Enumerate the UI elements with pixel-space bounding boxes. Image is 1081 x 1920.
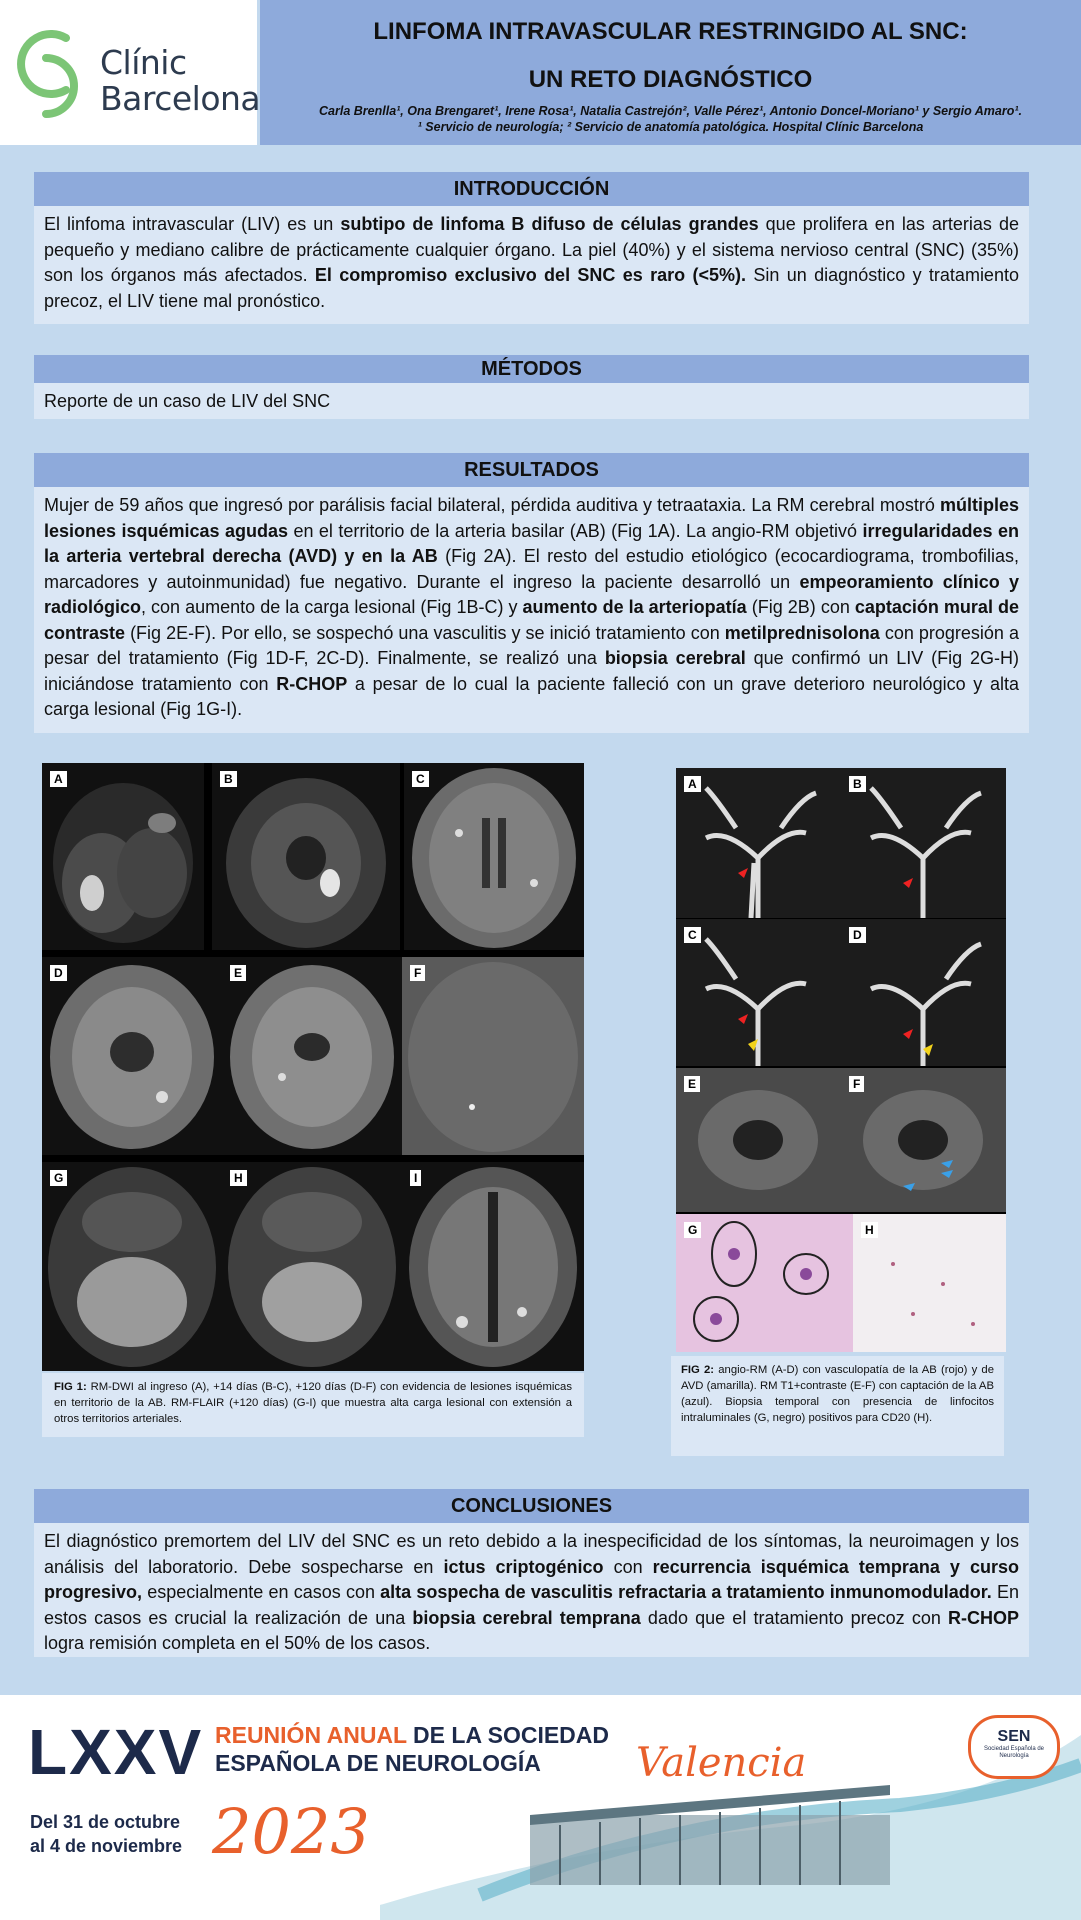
panel-label: A <box>50 771 67 787</box>
mri-image <box>222 1162 402 1371</box>
caption-text: angio-RM (A-D) con vasculopatía de la AB (rojo) y de AVD (amarilla). RM T1+contraste (E-F) con captación de la AB (azul). Biopsia temporal con presencia de linfocitos intraluminales (G, negro) positivos para CD20 (H). <box>681 1364 994 1424</box>
title-block <box>260 0 1081 145</box>
panel-label: A <box>684 776 701 792</box>
congress-name-line2: ESPAÑOLA DE NEUROLOGÍA <box>215 1750 541 1776</box>
results-bold: múltiples lesiones isquémicas agudas <box>44 495 1019 541</box>
panel-label: C <box>412 771 429 787</box>
dates-line2: al 4 de noviembre <box>30 1836 183 1856</box>
panel-label: I <box>410 1170 421 1186</box>
mri-image <box>42 763 204 950</box>
panel-label: D <box>50 965 67 981</box>
mri-image <box>42 957 222 1155</box>
results-body <box>34 487 1029 733</box>
panel-label: G <box>684 1222 701 1238</box>
logo-line2: Barcelona <box>100 79 261 118</box>
fig1-panel-e <box>222 957 402 1155</box>
results-text: (Fig 2A). El resto del estudio etiológico (ecocardiograma, trombofilias, marcadores y autoinmunidad) fue negativo. Durante el ingreso la paciente desarrolló un <box>44 546 1020 592</box>
conclusions-bold: ictus criptogénico <box>443 1556 604 1577</box>
title-line2: UN RETO DIAGNÓSTICO <box>528 66 813 93</box>
conclusions-body <box>34 1523 1029 1657</box>
results-text: , con aumento de la carga lesional (Fig 1B-C) y <box>141 597 523 617</box>
intro-bold: subtipo de linfoma B difuso de células grandes <box>340 214 759 234</box>
sen-full: Sociedad Española de Neurología <box>983 1746 1045 1759</box>
fig2-panel-f <box>841 1068 1006 1212</box>
congress-year: 2023 <box>212 1795 370 1868</box>
intro-text: Sin un diagnóstico y tratamiento precoz, el LIV tiene mal pronóstico. <box>44 265 1019 311</box>
mri-image <box>404 763 584 950</box>
sen-abbr: SEN <box>997 1728 1031 1745</box>
angio-image <box>676 768 841 918</box>
results-bold: metilprednisolona <box>724 622 880 643</box>
fig2-panel-a <box>676 768 841 918</box>
panel-label: H <box>861 1222 878 1238</box>
panel-label: B <box>220 771 237 787</box>
panel-label: H <box>230 1170 247 1186</box>
angio-image <box>841 768 1006 918</box>
intro-bold: El compromiso exclusivo del SNC es raro (<5%). <box>314 265 747 285</box>
affiliations: ¹ Servicio de neurología; ² Servicio de anatomía patológica. Hospital Clínic Barcelona <box>417 120 924 134</box>
fig2-panel-c <box>676 919 841 1066</box>
sen-logo <box>968 1715 1060 1779</box>
mri-image <box>841 1068 1006 1212</box>
results-bold: R-CHOP <box>276 673 348 694</box>
mri-image <box>676 1068 841 1212</box>
conclusions-heading: CONCLUSIONES <box>34 1489 1029 1523</box>
conclusions-bold: alta sospecha de vasculitis refractaria a tratamiento inmunomodulador. <box>380 1582 992 1602</box>
methods-body <box>34 383 1029 419</box>
results-text: que confirmó un LIV (Fig 2G-H) iniciándose tratamiento con <box>44 648 1019 694</box>
fig1-panel-i <box>402 1162 584 1371</box>
conclusions-bold: R-CHOP <box>948 1607 1020 1628</box>
conclusions-bold: recurrencia isquémica temprana y curso progresivo, <box>44 1556 1019 1602</box>
results-text: en el territorio de la arteria basilar (AB) (Fig 1A). La angio-RM objetivó <box>288 520 863 541</box>
results-bold: biopsia cerebral <box>604 648 746 668</box>
dates-line1: Del 31 de octubre <box>30 1812 181 1832</box>
results-bold: empeoramiento clínico y radiológico <box>44 571 1020 617</box>
results-heading: RESULTADOS <box>34 453 1029 487</box>
results-bold: irregularidades en la arteria vertebral derecha (AVD) y en la AB <box>44 520 1019 566</box>
mri-image <box>402 957 584 1155</box>
results-text: (Fig 2E-F). Por ello, se sospechó una vasculitis y se inició tratamiento con <box>125 622 725 643</box>
figure2-angio-grid <box>676 768 1006 1352</box>
fig1-panel-f <box>402 957 584 1155</box>
clinic-logo <box>0 0 261 145</box>
conclusions-text: con <box>603 1556 653 1577</box>
congress-number: LXXV <box>28 1716 204 1788</box>
histology-image <box>676 1214 853 1352</box>
conclusions-text: El diagnóstico premortem del LIV del SNC es un reto debido a la inespecificidad de los síntomas, la neuroimagen y los análisis del laboratorio. Debe sospecharse en <box>44 1531 1019 1577</box>
panel-label: F <box>849 1076 864 1092</box>
methods-text: Reporte de un caso de LIV del SNC <box>44 391 331 411</box>
fig2-panel-b <box>841 768 1006 918</box>
results-bold: aumento de la arteriopatía <box>522 597 747 617</box>
panel-label: G <box>50 1170 67 1186</box>
fig1-panel-h <box>222 1162 402 1371</box>
intro-body <box>34 206 1029 324</box>
mri-image <box>42 1162 222 1371</box>
title-line1: LINFOMA INTRAVASCULAR RESTRINGIDO AL SNC: <box>373 18 968 45</box>
results-text: a pesar de lo cual la paciente falleció con un grave deterioro neurológico y alta carga lesional (Fig 1G-I). <box>44 673 1019 719</box>
caption-text: RM-DWI al ingreso (A), +14 días (B-C), +120 días (D-F) con evidencia de lesiones isquémicas en territorio de la AB. RM-FLAIR (+120 días) (G-I) que muestra alta carga lesional con extensión a otros territorios arteriales. <box>54 1381 572 1425</box>
fig2-panel-g <box>676 1214 853 1352</box>
fig1-panel-g <box>42 1162 222 1371</box>
intro-text: que prolifera en las arterias de pequeño y mediano calibre de prácticamente cualquier órgano. La piel (40%) y el sistema nervioso central (SNC) (35%) son los órganos más afectados. <box>44 214 1019 285</box>
clinic-logo-text <box>100 45 260 117</box>
clinic-logo-icon <box>16 30 88 122</box>
congress-banner <box>0 1695 1081 1920</box>
conclusions-text: dado que el tratamiento precoz con <box>640 1607 949 1628</box>
methods-heading: MÉTODOS <box>34 355 1029 383</box>
results-bold: captación mural de contraste <box>44 597 1019 643</box>
figure1-mri-grid <box>42 763 584 1371</box>
mri-image <box>402 1162 584 1371</box>
caption-label: FIG 1: <box>54 1381 87 1393</box>
congress-dates <box>30 1810 182 1858</box>
panel-label: E <box>684 1076 700 1092</box>
congress-name-orange: REUNIÓN ANUAL <box>215 1722 407 1748</box>
panel-label: D <box>849 927 866 943</box>
fig1-panel-c <box>404 763 584 950</box>
authors: Carla Brenlla¹, Ona Brengaret¹, Irene Rosa¹, Natalia Castrejón², Valle Pérez¹, Antonio Doncel-Moriano¹ y Sergio Amaro¹. <box>319 104 1022 118</box>
conclusions-text: En estos casos es crucial la realización de una <box>44 1582 1019 1628</box>
panel-label: F <box>410 965 425 981</box>
panel-label: B <box>849 776 866 792</box>
congress-name-dark: DE LA SOCIEDAD <box>406 1722 609 1748</box>
congress-name <box>215 1721 609 1777</box>
caption-label: FIG 2: <box>681 1364 715 1376</box>
results-text: con progresión a pesar del tratamiento (Fig 1D-F, 2C-D). Finalmente, se realizó una <box>44 622 1019 668</box>
results-text: (Fig 2B) con <box>746 597 855 617</box>
intro-heading: INTRODUCCIÓN <box>34 172 1029 206</box>
figure1-caption <box>42 1373 584 1437</box>
results-text: Mujer de 59 años que ingresó por parálisis facial bilateral, pérdida auditiva y tetraataxia. La RM cerebral mostró <box>44 495 940 515</box>
fig2-panel-e <box>676 1068 841 1212</box>
logo-line1: Clínic <box>100 43 187 82</box>
panel-label: C <box>684 927 701 943</box>
fig1-panel-a <box>42 763 204 950</box>
congress-city: Valencia <box>636 1740 807 1786</box>
conclusions-text: especialmente en casos con <box>142 1582 381 1602</box>
mri-image <box>212 763 400 950</box>
fig1-panel-d <box>42 957 222 1155</box>
angio-image <box>676 919 841 1066</box>
fig2-panel-h <box>853 1214 1006 1352</box>
mri-image <box>222 957 402 1155</box>
angio-image <box>841 919 1006 1066</box>
figure2-caption <box>671 1356 1004 1456</box>
conclusions-bold: biopsia cerebral temprana <box>412 1607 641 1628</box>
panel-label: E <box>230 965 246 981</box>
fig2-panel-d <box>841 919 1006 1066</box>
fig1-panel-b <box>212 763 400 950</box>
conclusions-text: logra remisión completa en el 50% de los casos. <box>44 1633 431 1653</box>
intro-text: El linfoma intravascular (LIV) es un <box>44 214 341 234</box>
